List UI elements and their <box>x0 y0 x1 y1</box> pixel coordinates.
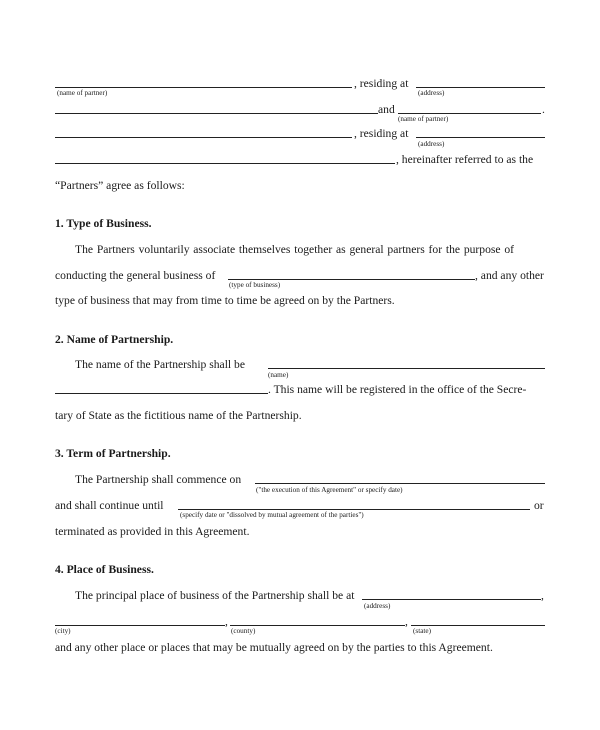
section-2-line-3: tary of State as the fictitious name of the Partnership. <box>55 409 302 422</box>
section-4-line-1-pre: The principal place of business of the Partnership shall be at <box>75 589 355 602</box>
partner-address-blank-3[interactable] <box>55 163 395 164</box>
state-blank[interactable] <box>411 625 545 626</box>
address-hint-2: (address) <box>418 140 445 148</box>
section-1-line-1: The Partners voluntarily associate themselves together as general partners for the purpose of <box>75 243 514 256</box>
partner-name-blank-joined[interactable] <box>55 113 378 114</box>
partner-name-blank-2[interactable] <box>398 113 541 114</box>
county-blank[interactable] <box>230 625 405 626</box>
type-of-business-hint: (type of business) <box>229 281 281 289</box>
section-3-line-2-pre: and shall continue until <box>55 499 164 512</box>
section-3-title: 3. Term of Partnership. <box>55 447 171 460</box>
section-3-line-3: terminated as provided in this Agreement. <box>55 525 250 538</box>
address-hint-1: (address) <box>418 89 445 97</box>
period-mark: . <box>542 103 545 116</box>
continuation-date-blank[interactable] <box>178 509 530 510</box>
state-hint: (state) <box>413 627 431 635</box>
section-4-line-1-post: , <box>541 589 544 602</box>
commencement-date-blank[interactable] <box>255 483 545 484</box>
section-2-title: 2. Name of Partnership. <box>55 333 174 346</box>
section-4-line-3: and any other place or places that may be mutually agreed on by the parties to this Agreement. <box>55 641 493 654</box>
section-1-line-2-pre: conducting the general business of <box>55 269 216 282</box>
county-comma: , <box>405 615 408 628</box>
city-comma: , <box>225 615 228 628</box>
partnership-name-blank-2[interactable] <box>55 393 268 394</box>
city-hint: (city) <box>55 627 71 635</box>
city-blank[interactable] <box>55 625 225 626</box>
and-label: and <box>378 103 395 116</box>
county-hint: (county) <box>231 627 256 635</box>
partner-name-blank-3[interactable] <box>55 137 352 138</box>
section-1-title: 1. Type of Business. <box>55 217 152 230</box>
name-hint: (name) <box>268 371 289 379</box>
name-of-partner-hint-2: (name of partner) <box>398 115 449 123</box>
partners-agree-text: “Partners” agree as follows: <box>55 179 185 192</box>
section-1-line-3: type of business that may from time to time be agreed on by the Partners. <box>55 294 395 307</box>
residing-at-label-1: , residing at <box>354 77 409 90</box>
partner-name-blank-1[interactable] <box>55 87 352 88</box>
business-address-blank[interactable] <box>362 599 541 600</box>
name-of-partner-hint-1: (name of partner) <box>57 89 108 97</box>
section-1-line-2-post: , and any other <box>475 269 544 282</box>
section-3-line-1-pre: The Partnership shall commence on <box>75 473 242 486</box>
until-hint: (specify date or "dissolved by mutual agreement of the parties") <box>180 511 364 519</box>
partnership-name-blank[interactable] <box>268 368 545 369</box>
hereinafter-label: , hereinafter referred to as the <box>396 153 534 166</box>
section-2-line-1-pre: The name of the Partnership shall be <box>75 358 245 371</box>
partner-address-blank-1[interactable] <box>416 87 545 88</box>
section-4-title: 4. Place of Business. <box>55 563 154 576</box>
type-of-business-blank[interactable] <box>228 279 475 280</box>
residing-at-label-2: , residing at <box>354 127 409 140</box>
execution-hint: ("the execution of this Agreement" or specify date) <box>256 486 403 494</box>
section-3-line-2-post: or <box>534 499 544 512</box>
partner-address-blank-2[interactable] <box>416 137 545 138</box>
address-hint-3: (address) <box>364 602 391 610</box>
section-2-line-2-post: . This name will be registered in the office of the Secre- <box>268 383 527 396</box>
